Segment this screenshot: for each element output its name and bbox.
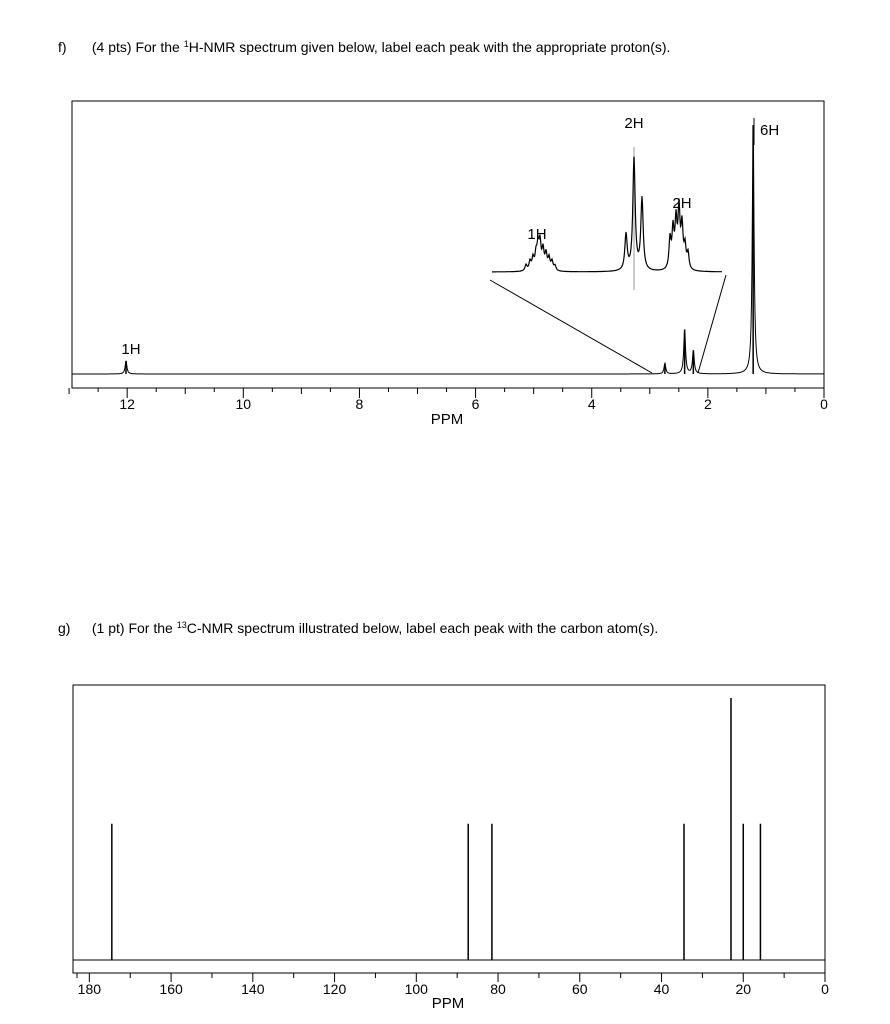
h-nmr-tick-label: 12 [119,396,135,412]
h-label-6h: 6H [760,122,780,139]
h-nmr-tick-label: 8 [355,396,364,412]
c-nmr-tick-label: 160 [159,981,183,997]
h-nmr-inset-connector-right [698,275,726,373]
h-nmr-axis-ticks [69,388,828,412]
h-nmr-tick-label: 6 [471,396,480,412]
c-nmr-xlabel: PPM [431,995,465,1012]
question-f-letter: f) [58,39,67,55]
h-nmr-inset-trace [492,157,722,272]
h-nmr-tick-label: 2 [703,396,712,412]
h-label-12ppm: 1H [121,341,141,358]
h-label-inset-1h: 1H [527,226,547,243]
question-f-text-after: H-NMR spectrum given below, label each peak with the appropriate proton(s). [188,39,671,55]
h-label-inset-2h-mid: 2H [672,195,692,212]
h-nmr-tick-label: 0 [820,396,828,412]
h-nmr-peaks [126,125,753,374]
h-nmr-inset [490,147,726,373]
c-nmr-tick-label: 140 [241,981,265,997]
h-label-inset-2h-top: 2H [624,115,644,132]
c-nmr-tick-label: 20 [735,981,752,997]
question-g-superscript: 13 [176,620,187,630]
question-g-text-before: For the [128,620,173,636]
question-f-text-before: For the [135,39,180,55]
question-f-superscript: 1 [183,39,189,49]
h-nmr-tick-label: 4 [587,396,596,412]
h-nmr-plot-frame [72,101,824,388]
h-nmr-xlabel: PPM [430,411,464,428]
h-nmr-spectrum-trace [72,131,824,375]
question-g-text-after: C-NMR spectrum illustrated below, label each peak with the carbon atom(s). [186,620,659,636]
h-nmr-tick-label: 10 [235,396,252,412]
question-g-points: (1 pt) [91,620,125,636]
c-nmr-tick-label: 0 [821,981,829,997]
c-nmr-tick-label: 120 [322,981,347,997]
c-nmr-tick-label: 60 [571,981,588,997]
question-g-letter: g) [58,620,71,636]
c-nmr-tick-label: 80 [490,981,506,997]
h-nmr-inset-connector-left [490,280,652,373]
c-nmr-tick-label: 180 [77,981,102,997]
c-nmr-tick-label: 100 [404,981,428,997]
c-nmr-tick-label: 40 [653,981,670,997]
question-f-points: (4 pts) [91,39,132,55]
